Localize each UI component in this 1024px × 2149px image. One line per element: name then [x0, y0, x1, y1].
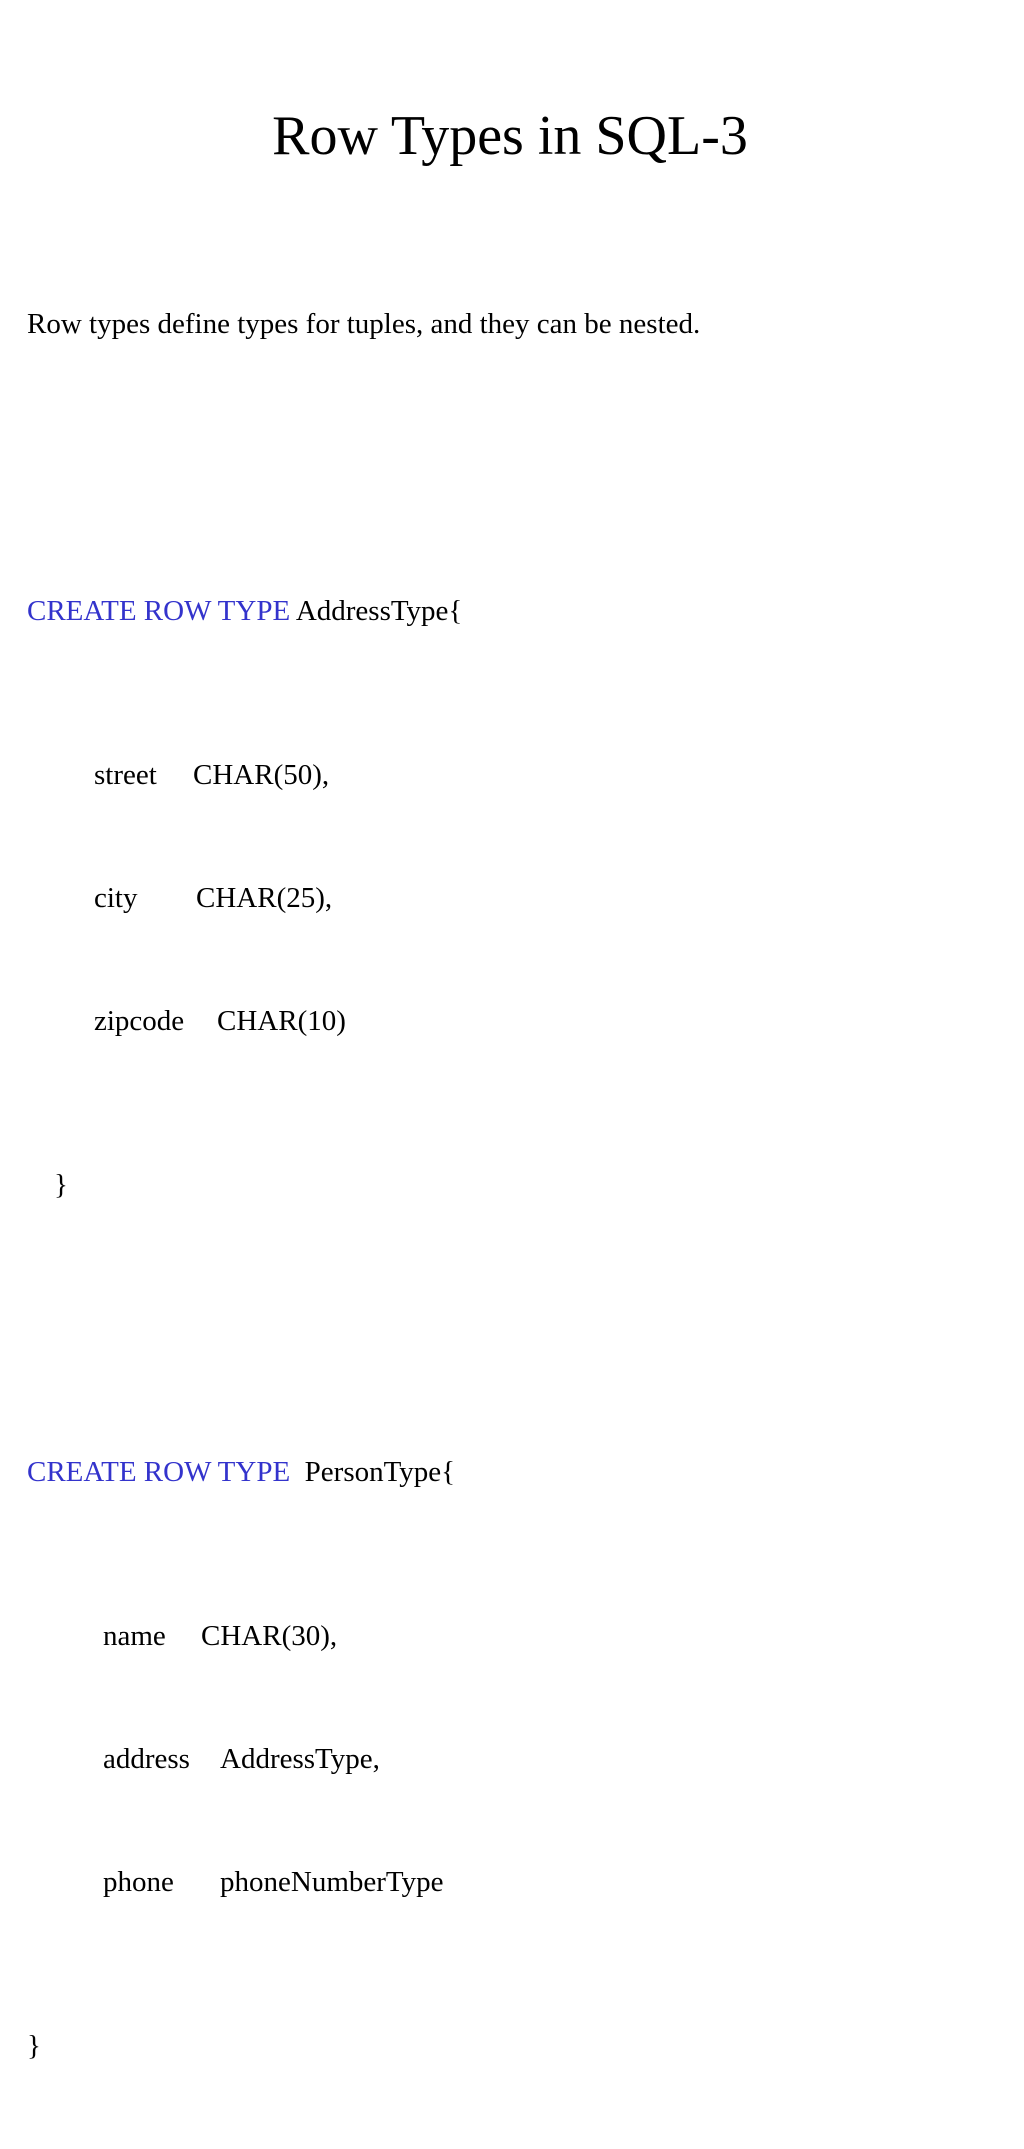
field-line: [27, 878, 700, 919]
field-name: phone: [103, 1866, 174, 1898]
person-type-header: [27, 1452, 700, 1493]
field-name: street: [94, 759, 157, 791]
slide-title: Row Types in SQL-3: [272, 105, 748, 167]
field-type: phoneNumberType: [220, 1866, 444, 1898]
field-type: CHAR(25),: [196, 882, 333, 914]
field-type: CHAR(10): [217, 1005, 346, 1037]
slide-body: [27, 222, 700, 2149]
create-row-type-keyword: CREATE ROW TYPE: [27, 595, 291, 627]
type-name: AddressType{: [295, 595, 463, 627]
field-name: city: [94, 882, 138, 914]
blank-line: [27, 427, 700, 468]
field-name: address: [103, 1743, 190, 1775]
field-type: AddressType,: [220, 1743, 380, 1775]
field-line: [27, 1616, 700, 1657]
closing-brace: }: [54, 1169, 68, 1201]
field-line: [27, 755, 700, 796]
field-type: CHAR(30),: [201, 1620, 338, 1652]
address-type-header: [27, 591, 700, 632]
intro-text: Row types define types for tuples, and they can be nested.: [27, 308, 701, 340]
field-line: [27, 1001, 700, 1042]
field-line: [27, 1862, 700, 1903]
create-row-type-keyword: CREATE ROW TYPE: [27, 1456, 291, 1488]
field-type: CHAR(50),: [193, 759, 330, 791]
field-name: zipcode: [94, 1005, 185, 1037]
type-name: PersonType{: [304, 1456, 456, 1488]
field-line: [27, 1739, 700, 1780]
field-name: name: [103, 1620, 166, 1652]
blank-line: [27, 1288, 700, 1329]
closing-brace: }: [27, 2030, 41, 2062]
